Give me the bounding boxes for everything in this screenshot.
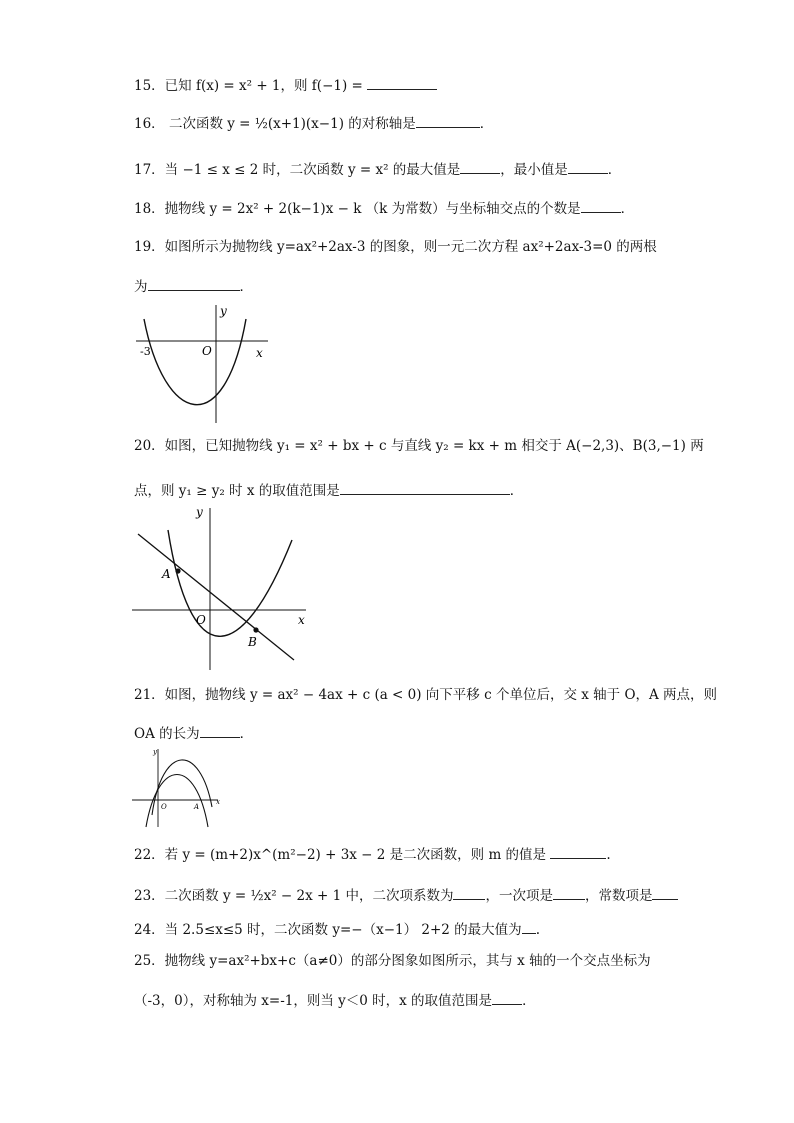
figure-20-parabola-line — [130, 500, 310, 672]
parabola-curve — [144, 319, 246, 405]
origin-label: O — [202, 344, 212, 358]
question-22-text: 22．若 y = (m+2)x^(m²−2) + 3x − 2 是二次函数，则 m 的值是 — [134, 847, 551, 863]
question-18-text: 18．抛物线 y = 2x² + 2(k−1)x − k （k 为常数）与坐标轴交点的个数是 — [134, 201, 581, 217]
x-axis-label: x — [256, 346, 263, 360]
point-a-label: A — [194, 803, 200, 811]
answer-blank-20[interactable] — [340, 480, 510, 495]
answer-blank-16[interactable] — [416, 113, 480, 128]
question-25-end: ． — [522, 993, 536, 1009]
parabola-shifted — [146, 775, 208, 828]
question-21-line1: 21．如图，抛物线 y = ax² − 4ax + c (a < 0) 向下平移 c 个单位后，交 x 轴于 O，A 两点，则 — [134, 687, 718, 703]
point-a-dot — [175, 568, 180, 573]
answer-blank-23a[interactable] — [453, 885, 485, 900]
question-19-line1: 19．如图所示为抛物线 y=ax²+2ax-3 的图象，则一元二次方程 ax²+2ax-3=0 的两根 — [134, 239, 657, 255]
point-b-label: B — [248, 635, 257, 649]
answer-blank-24[interactable] — [522, 919, 536, 934]
line-y2 — [138, 534, 294, 660]
answer-blank-17b[interactable] — [568, 159, 608, 174]
question-19-prefix: 为 — [134, 279, 148, 295]
question-20-prefix: 点，则 y₁ ≥ y₂ 时 x 的取值范围是 — [134, 483, 340, 499]
question-24 — [134, 919, 540, 939]
answer-blank-22[interactable] — [550, 844, 606, 859]
x-axis-label: x — [298, 613, 305, 627]
answer-blank-17a[interactable] — [460, 159, 500, 174]
question-25-line2 — [134, 990, 536, 1010]
y-axis-label: y — [220, 304, 227, 318]
question-17-text: 17．当 −1 ≤ x ≤ 2 时，二次函数 y = x² 的最大值是 — [134, 162, 461, 178]
question-21-prefix: OA 的长为 — [134, 726, 200, 742]
answer-blank-25[interactable] — [492, 990, 522, 1005]
figure-21-parabolas — [130, 745, 226, 829]
question-18 — [134, 198, 634, 218]
question-17-end: ． — [607, 162, 622, 178]
point-b-dot — [253, 627, 258, 632]
origin-label: O — [161, 803, 167, 811]
question-17-mid: ，最小值是 — [500, 162, 568, 178]
question-24-text: 24．当 2.5≤x≤5 时，二次函数 y=−（x−1） 2+2 的最大值为 — [134, 922, 522, 938]
point-a-label: A — [162, 567, 171, 581]
x-axis-label: x — [216, 798, 220, 806]
y-axis-label: y — [153, 748, 157, 756]
answer-blank-23b[interactable] — [553, 885, 585, 900]
answer-blank-19[interactable] — [148, 276, 240, 291]
figure-19-parabola — [134, 303, 274, 425]
answer-blank-18[interactable] — [581, 198, 621, 213]
question-23-mid1: ，一次项是 — [485, 888, 553, 904]
question-21-line2 — [134, 723, 253, 743]
question-23 — [134, 885, 678, 905]
question-20-end: ． — [509, 483, 524, 499]
origin-label: O — [196, 613, 206, 627]
question-23-mid2: ，常数项是 — [584, 888, 653, 904]
y-axis-label: y — [196, 505, 203, 519]
question-16-end: ． — [479, 116, 494, 132]
question-21-end: ． — [239, 726, 254, 742]
question-20-line2 — [134, 480, 523, 500]
answer-blank-15[interactable] — [367, 75, 437, 90]
question-16-text: 16． 二次函数 y = ½(x+1)(x−1) 的对称轴是 — [134, 116, 416, 132]
root-label: -3 — [140, 345, 151, 358]
question-15 — [134, 75, 437, 95]
question-16 — [134, 113, 493, 133]
question-25-line1: 25．抛物线 y=ax²+bx+c（a≠0）的部分图象如图所示，其与 x 轴的一个交点坐标为 — [134, 953, 651, 969]
parabola-y1 — [168, 530, 292, 636]
question-19-line2 — [134, 276, 253, 296]
answer-blank-21[interactable] — [200, 723, 240, 738]
question-15-text: 15．已知 f(x) = x² + 1，则 f(−1) = — [134, 78, 368, 94]
question-18-end: ． — [620, 201, 635, 217]
question-19-end: ． — [239, 279, 253, 295]
question-22-end: . — [606, 847, 611, 863]
question-23-text: 23．二次函数 y = ½x² − 2x + 1 中，二次项系数为 — [134, 888, 454, 904]
question-25-prefix: （-3，0），对称轴为 x=-1，则当 y＜0 时，x 的取值范围是 — [134, 993, 493, 1009]
question-24-end: . — [535, 922, 540, 938]
answer-blank-23c[interactable] — [652, 885, 678, 900]
question-20-line1: 20．如图，已知抛物线 y₁ = x² + bx + c 与直线 y₂ = kx + m 相交于 A(−2,3)、B(3,−1) 两 — [134, 438, 704, 454]
question-22 — [134, 844, 611, 864]
question-17 — [134, 159, 621, 179]
